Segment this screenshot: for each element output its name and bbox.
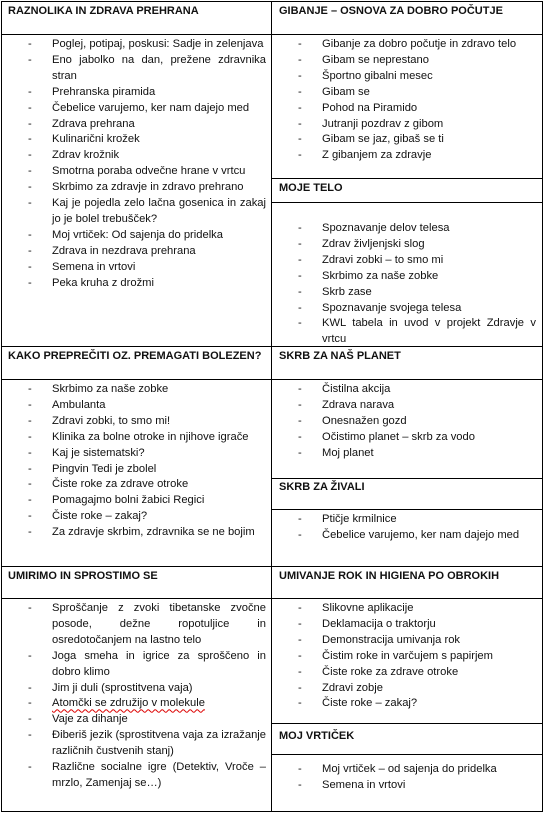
section-title-zivali: SKRB ZA ŽIVALI [279,481,365,493]
list-item: - Zdravi zobki, to smo mi! [52,414,266,430]
list-item: - Pingvin Tedi je zbolel [52,462,266,478]
list-item: - Điberiš jezik (sprostitvena vaja za izražanje različnih čustvenih stanj) [52,728,266,760]
list-item: - Zdrava in nezdrava prehrana [52,244,266,260]
list-item: - Čistim roke in varčujem s papirjem [322,649,536,665]
list-item: - Zdrava prehrana [52,117,266,133]
list-item: - Za zdravje skrbim, zdravnika se ne bojim [52,525,266,541]
list-item: - Čebelice varujemo, ker nam dajejo med [322,528,536,544]
section-title-bolezen: KAKO PREPREČITI OZ. PREMAGATI BOLEZEN? [8,350,262,362]
list-item: - Spoznavanje delov telesa [322,221,536,237]
table-border-bottom [1,811,543,812]
row-divider [271,754,543,755]
list-item: - Z gibanjem za zdravje [322,148,536,164]
list-item: - Joga smeha in igrice za sproščeno in dobro klimo [52,649,266,681]
list-item: - Jim ji duli (sprostitvena vaja) [52,681,266,697]
list-item: - Kulinarični krožek [52,132,266,148]
list-item: - Zdravi zobki – to smo mi [322,253,536,269]
list-item: - Onesnažen gozd [322,414,536,430]
row-divider [271,723,543,724]
row-divider [271,34,543,35]
list-item: - Zdravi zobje [322,681,536,697]
row-divider [1,598,271,599]
table-border-left [1,1,2,812]
list-item: - Gibam se [322,85,536,101]
table-border-top [1,1,543,2]
list-telo [322,221,536,348]
list-item: - Čiste roke za zdrave otroke [322,665,536,681]
list-item: - Atomčki se združijo v molekule [52,696,266,712]
list-item: - Demonstracija umivanja rok [322,633,536,649]
list-planet [322,382,536,462]
list-item: - Gibam se jaz, gibaš se ti [322,132,536,148]
list-item: - Športno gibalni mesec [322,69,536,85]
row-divider [271,478,543,479]
list-item: - Kaj je sistematski? [52,446,266,462]
list-item: - Spoznavanje svojega telesa [322,301,536,317]
row-divider [1,566,271,567]
list-item: - Različne socialne igre (Detektiv, Vroče – mrzlo, Zamenjaj se…) [52,760,266,792]
row-divider [271,509,543,510]
list-item: - Klinika za bolne otroke in njihove igrače [52,430,266,446]
list-item: - Prehranska piramida [52,85,266,101]
section-title-planet: SKRB ZA NAŠ PLANET [279,350,401,362]
list-item: - Eno jabolko na dan, prežene zdravnika stran [52,53,266,85]
list-umirimo [52,601,266,792]
list-item: - Skrb zase [322,285,536,301]
list-item: - Moj planet [322,446,536,462]
list-gibanje [322,37,536,164]
list-item: - Ambulanta [52,398,266,414]
list-item: - Semena in vrtovi [52,260,266,276]
list-item: - Moj vrtiček: Od sajenja do pridelka [52,228,266,244]
list-item: - Peka kruha z drožmi [52,276,266,292]
row-divider [271,598,543,599]
list-zivali [322,512,536,544]
list-item: - Moj vrtiček – od sajenja do pridelka [322,762,536,778]
section-title-vrticek: MOJ VRTIČEK [279,730,355,742]
list-item: - Čiste roke – zakaj? [52,509,266,525]
list-bolezen [52,382,266,541]
list-item: - Skrbimo za naše zobke [52,382,266,398]
list-higiena [322,601,536,712]
row-divider [1,34,271,35]
row-divider [271,566,543,567]
list-item: - Očistimo planet – skrb za vodo [322,430,536,446]
section-title-umirimo: UMIRIMO IN SPROSTIMO SE [8,570,158,582]
list-item: - Pomagajmo bolni žabici Regici [52,493,266,509]
list-item: - Skrbimo za naše zobke [322,269,536,285]
list-item: - Ptičje krmilnice [322,512,536,528]
section-title-higiena: UMIVANJE ROK IN HIGIENA PO OBROKIH [279,570,500,582]
list-item: - Zdrav življenjski slog [322,237,536,253]
list-item: - Semena in vrtovi [322,778,536,794]
list-item: - Deklamacija o traktorju [322,617,536,633]
list-item: - Smotrna poraba odvečne hrane v vrtcu [52,164,266,180]
list-item: - Zdrava narava [322,398,536,414]
row-divider [1,379,271,380]
list-raznolika [52,37,266,292]
section-title-raznolika: RAZNOLIKA IN ZDRAVA PREHRANA [8,5,199,17]
row-divider [271,202,543,203]
row-divider [271,379,543,380]
list-item: - Čiste roke za zdrave otroke [52,477,266,493]
list-item: - Slikovne aplikacije [322,601,536,617]
list-vrticek [322,762,536,794]
list-item: - Skrbimo za zdravje in zdravo prehrano [52,180,266,196]
list-item: - Gibam se neprestano [322,53,536,69]
list-item: - Pohod na Piramido [322,101,536,117]
list-item: - Jutranji pozdrav z gibom [322,117,536,133]
column-divider [271,1,272,812]
list-item: - Gibanje za dobro počutje in zdravo telo [322,37,536,53]
list-item: - Kaj je pojedla zelo lačna gosenica in zakaj jo je bolel trebušček? [52,196,266,228]
activity-table [1,1,543,812]
list-item: - Čistilna akcija [322,382,536,398]
table-border-right [542,1,543,812]
section-title-telo: MOJE TELO [279,182,343,194]
list-item: - Čiste roke – zakaj? [322,696,536,712]
list-item: - Sproščanje z zvoki tibetanske zvočne posode, dežne ropotuljice in osredotočanjem na lastno telo [52,601,266,649]
list-item: - KWL tabela in uvod v projekt Zdravje v vrtcu [322,316,536,348]
row-divider [271,178,543,179]
row-divider [1,346,271,347]
list-item: - Čebelice varujemo, ker nam dajejo med [52,101,266,117]
section-title-gibanje: GIBANJE – OSNOVA ZA DOBRO POČUTJE [279,5,503,17]
list-item: - Vaje za dihanje [52,712,266,728]
list-item: - Zdrav krožnik [52,148,266,164]
list-item: - Poglej, potipaj, poskusi: Sadje in zelenjava [52,37,266,53]
